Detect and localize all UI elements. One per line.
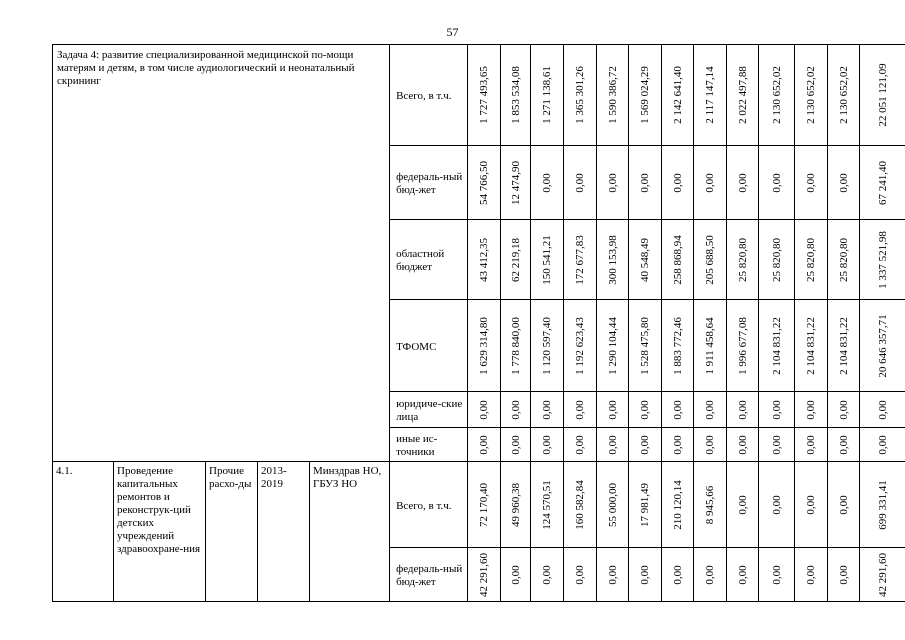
value-text: 1 528 475,80 bbox=[639, 316, 652, 375]
value-text: 1 365 301,26 bbox=[574, 66, 587, 124]
value-text: 258 868,94 bbox=[671, 234, 684, 285]
funding-source-label: юридиче-ские лица bbox=[390, 392, 468, 428]
value-cell bbox=[662, 462, 694, 548]
funding-source-label: федераль-ный бюд-жет bbox=[390, 548, 468, 602]
value-cell bbox=[860, 220, 905, 300]
value-text: 72 170,40 bbox=[478, 482, 491, 527]
value-cell bbox=[662, 428, 694, 462]
value-cell bbox=[468, 220, 501, 300]
value-cell bbox=[629, 146, 662, 220]
value-text: 62 219,18 bbox=[509, 237, 522, 282]
value-cell bbox=[468, 462, 501, 548]
value-text: 0,00 bbox=[837, 172, 850, 193]
value-text: 0,00 bbox=[770, 172, 783, 193]
funding-source-label: Всего, в т.ч. bbox=[390, 45, 468, 146]
value-text: 2 130 652,02 bbox=[837, 66, 850, 124]
value-cell bbox=[468, 45, 501, 146]
value-text: 1 629 314,80 bbox=[478, 316, 491, 375]
value-cell bbox=[597, 392, 629, 428]
value-text: 20 646 357,71 bbox=[876, 313, 889, 378]
value-cell bbox=[727, 146, 759, 220]
value-text: 0,00 bbox=[805, 564, 818, 585]
value-text: 1 569 024,29 bbox=[639, 66, 652, 124]
value-text: 0,00 bbox=[639, 172, 652, 193]
value-cell bbox=[531, 45, 564, 146]
value-text: 0,00 bbox=[606, 172, 619, 193]
value-text: 0,00 bbox=[639, 434, 652, 455]
value-cell bbox=[662, 146, 694, 220]
value-cell bbox=[759, 462, 795, 548]
value-text: 1 337 521,98 bbox=[876, 230, 889, 289]
value-cell bbox=[795, 428, 828, 462]
value-text: 0,00 bbox=[574, 564, 587, 585]
value-text: 25 820,80 bbox=[805, 237, 818, 282]
value-text: 0,00 bbox=[805, 399, 818, 420]
value-text: 1 996 677,08 bbox=[736, 316, 749, 375]
value-text: 150 541,21 bbox=[541, 234, 554, 285]
value-text: 1 911 458,64 bbox=[704, 316, 717, 375]
value-text: 0,00 bbox=[770, 564, 783, 585]
value-text: 0,00 bbox=[736, 172, 749, 193]
value-cell bbox=[828, 220, 860, 300]
task-row bbox=[53, 45, 905, 146]
value-text: 0,00 bbox=[704, 434, 717, 455]
value-cell bbox=[860, 548, 905, 602]
value-cell bbox=[727, 392, 759, 428]
value-text: 0,00 bbox=[509, 399, 522, 420]
value-text: 12 474,90 bbox=[509, 160, 522, 205]
funding-source-label: ТФОМС bbox=[390, 300, 468, 392]
value-cell bbox=[662, 45, 694, 146]
value-text: 1 853 534,08 bbox=[509, 66, 522, 124]
funding-source-label: областной бюджет bbox=[390, 220, 468, 300]
value-cell bbox=[694, 45, 727, 146]
item-period: 2013-2019 bbox=[258, 462, 310, 602]
value-cell bbox=[531, 462, 564, 548]
item-type: Прочие расхо-ды bbox=[206, 462, 258, 602]
value-text: 0,00 bbox=[837, 399, 850, 420]
item-executor: Минздрав НО, ГБУЗ НО bbox=[310, 462, 390, 602]
value-text: 1 271 138,61 bbox=[541, 66, 554, 124]
value-cell bbox=[727, 45, 759, 146]
value-text: 0,00 bbox=[671, 564, 684, 585]
value-cell bbox=[531, 300, 564, 392]
value-cell bbox=[468, 392, 501, 428]
value-cell bbox=[629, 428, 662, 462]
value-text: 0,00 bbox=[837, 494, 850, 515]
funding-source-label: иные ис-точники bbox=[390, 428, 468, 462]
value-text: 0,00 bbox=[639, 564, 652, 585]
value-text: 25 820,80 bbox=[736, 237, 749, 282]
value-cell bbox=[531, 146, 564, 220]
value-cell bbox=[694, 548, 727, 602]
value-text: 124 570,51 bbox=[541, 479, 554, 530]
value-text: 2 130 652,02 bbox=[805, 66, 818, 124]
value-text: 0,00 bbox=[837, 564, 850, 585]
value-cell bbox=[468, 548, 501, 602]
value-cell bbox=[564, 45, 597, 146]
value-cell bbox=[662, 300, 694, 392]
value-cell bbox=[759, 220, 795, 300]
value-cell bbox=[564, 462, 597, 548]
value-text: 1 290 104,44 bbox=[606, 316, 619, 375]
value-text: 160 582,84 bbox=[574, 479, 587, 530]
value-text: 210 120,14 bbox=[671, 479, 684, 530]
value-text: 0,00 bbox=[770, 399, 783, 420]
value-text: 2 022 497,88 bbox=[736, 66, 749, 124]
value-text: 0,00 bbox=[704, 564, 717, 585]
value-cell bbox=[860, 300, 905, 392]
value-cell bbox=[662, 392, 694, 428]
value-cell bbox=[759, 548, 795, 602]
value-text: 0,00 bbox=[671, 399, 684, 420]
value-cell bbox=[662, 220, 694, 300]
value-text: 1 778 840,00 bbox=[509, 316, 522, 375]
value-text: 0,00 bbox=[736, 564, 749, 585]
value-cell bbox=[759, 45, 795, 146]
item-name: Проведение капитальных ремонтов и реконструк-ций детских учреждений здравоохране-ния bbox=[114, 462, 206, 602]
value-cell bbox=[531, 548, 564, 602]
value-text: 1 727 493,65 bbox=[478, 66, 491, 124]
value-text: 2 104 831,22 bbox=[837, 316, 850, 375]
value-cell bbox=[531, 220, 564, 300]
value-cell bbox=[501, 428, 531, 462]
budget-table bbox=[52, 44, 905, 602]
value-cell bbox=[662, 548, 694, 602]
value-text: 0,00 bbox=[574, 434, 587, 455]
value-text: 0,00 bbox=[736, 434, 749, 455]
value-text: 0,00 bbox=[770, 494, 783, 515]
value-text: 0,00 bbox=[671, 172, 684, 193]
page-number: 57 bbox=[446, 25, 459, 39]
value-cell bbox=[468, 428, 501, 462]
task-title: Задача 4: развитие специализированной медицинской по-мощи матерям и детям, в том числе аудиологический и неонатальный скрининг bbox=[53, 45, 390, 462]
value-text: 42 291,60 bbox=[478, 552, 491, 597]
value-text: 0,00 bbox=[704, 172, 717, 193]
value-cell bbox=[795, 392, 828, 428]
value-text: 1 120 597,40 bbox=[541, 316, 554, 375]
value-cell bbox=[759, 300, 795, 392]
value-text: 0,00 bbox=[876, 434, 889, 455]
value-cell bbox=[694, 146, 727, 220]
value-text: 43 412,35 bbox=[478, 237, 491, 282]
value-cell bbox=[629, 300, 662, 392]
value-text: 0,00 bbox=[736, 399, 749, 420]
value-text: 0,00 bbox=[606, 434, 619, 455]
value-text: 0,00 bbox=[574, 172, 587, 193]
value-cell bbox=[531, 428, 564, 462]
value-text: 1 590 386,72 bbox=[606, 66, 619, 124]
value-text: 49 960,38 bbox=[509, 482, 522, 527]
value-cell bbox=[795, 220, 828, 300]
value-cell bbox=[795, 300, 828, 392]
item-row bbox=[53, 462, 905, 548]
value-cell bbox=[694, 428, 727, 462]
value-text: 205 688,50 bbox=[704, 234, 717, 285]
value-text: 0,00 bbox=[541, 434, 554, 455]
value-text: 17 981,49 bbox=[639, 482, 652, 527]
value-cell bbox=[501, 392, 531, 428]
value-cell bbox=[564, 146, 597, 220]
value-text: 0,00 bbox=[478, 399, 491, 420]
value-text: 1 883 772,46 bbox=[671, 316, 684, 375]
value-cell bbox=[828, 462, 860, 548]
value-text: 2 104 831,22 bbox=[770, 316, 783, 375]
value-cell bbox=[501, 300, 531, 392]
value-text: 2 130 652,02 bbox=[770, 66, 783, 124]
value-cell bbox=[828, 548, 860, 602]
value-cell bbox=[759, 146, 795, 220]
value-text: 54 766,50 bbox=[478, 160, 491, 205]
value-cell bbox=[795, 146, 828, 220]
value-cell bbox=[694, 300, 727, 392]
value-text: 0,00 bbox=[837, 434, 850, 455]
value-text: 0,00 bbox=[639, 399, 652, 420]
value-cell bbox=[597, 45, 629, 146]
value-cell bbox=[694, 392, 727, 428]
value-cell bbox=[597, 548, 629, 602]
value-cell bbox=[860, 45, 905, 146]
value-cell bbox=[597, 220, 629, 300]
value-cell bbox=[501, 462, 531, 548]
value-cell bbox=[795, 548, 828, 602]
value-cell bbox=[629, 45, 662, 146]
value-text: 25 820,80 bbox=[770, 237, 783, 282]
value-text: 0,00 bbox=[509, 434, 522, 455]
value-text: 42 291,60 bbox=[876, 552, 889, 597]
value-cell bbox=[828, 300, 860, 392]
value-cell bbox=[860, 392, 905, 428]
value-text: 0,00 bbox=[541, 564, 554, 585]
value-text: 2 104 831,22 bbox=[805, 316, 818, 375]
value-text: 0,00 bbox=[541, 399, 554, 420]
value-cell bbox=[629, 392, 662, 428]
value-cell bbox=[629, 548, 662, 602]
value-cell bbox=[468, 300, 501, 392]
value-cell bbox=[795, 462, 828, 548]
value-text: 300 153,98 bbox=[606, 234, 619, 285]
value-cell bbox=[860, 428, 905, 462]
value-cell bbox=[597, 300, 629, 392]
value-text: 55 000,00 bbox=[606, 482, 619, 527]
value-cell bbox=[759, 392, 795, 428]
item-number: 4.1. bbox=[53, 462, 114, 602]
funding-source-label: Всего, в т.ч. bbox=[390, 462, 468, 548]
value-cell bbox=[501, 220, 531, 300]
value-text: 0,00 bbox=[805, 172, 818, 193]
value-cell bbox=[828, 45, 860, 146]
value-cell bbox=[597, 462, 629, 548]
value-text: 0,00 bbox=[805, 434, 818, 455]
value-text: 22 051 121,09 bbox=[876, 63, 889, 127]
value-cell bbox=[759, 428, 795, 462]
value-text: 25 820,80 bbox=[837, 237, 850, 282]
value-text: 0,00 bbox=[574, 399, 587, 420]
value-cell bbox=[828, 392, 860, 428]
value-cell bbox=[795, 45, 828, 146]
value-cell bbox=[727, 428, 759, 462]
value-cell bbox=[860, 462, 905, 548]
value-cell bbox=[727, 462, 759, 548]
value-cell bbox=[501, 45, 531, 146]
value-text: 0,00 bbox=[876, 399, 889, 420]
value-cell bbox=[629, 462, 662, 548]
funding-source-label: федераль-ный бюд-жет bbox=[390, 146, 468, 220]
value-text: 0,00 bbox=[606, 564, 619, 585]
value-cell bbox=[629, 220, 662, 300]
value-cell bbox=[727, 300, 759, 392]
value-cell bbox=[564, 220, 597, 300]
value-text: 0,00 bbox=[736, 494, 749, 515]
value-cell bbox=[828, 428, 860, 462]
value-cell bbox=[564, 300, 597, 392]
value-text: 0,00 bbox=[770, 434, 783, 455]
value-cell bbox=[564, 392, 597, 428]
value-cell bbox=[501, 146, 531, 220]
value-text: 172 677,83 bbox=[574, 234, 587, 285]
value-cell bbox=[531, 392, 564, 428]
value-text: 8 945,66 bbox=[704, 485, 717, 524]
value-text: 0,00 bbox=[704, 399, 717, 420]
value-cell bbox=[828, 146, 860, 220]
value-cell bbox=[468, 146, 501, 220]
value-text: 2 142 641,40 bbox=[671, 66, 684, 124]
value-text: 699 331,41 bbox=[876, 479, 889, 530]
value-cell bbox=[860, 146, 905, 220]
value-text: 40 548,49 bbox=[639, 237, 652, 282]
value-cell bbox=[597, 146, 629, 220]
value-cell bbox=[564, 428, 597, 462]
value-text: 0,00 bbox=[606, 399, 619, 420]
value-text: 0,00 bbox=[671, 434, 684, 455]
value-cell bbox=[597, 428, 629, 462]
value-cell bbox=[727, 220, 759, 300]
value-text: 0,00 bbox=[541, 172, 554, 193]
value-text: 2 117 147,14 bbox=[704, 66, 717, 124]
value-text: 0,00 bbox=[509, 564, 522, 585]
value-cell bbox=[694, 220, 727, 300]
value-cell bbox=[564, 548, 597, 602]
value-cell bbox=[727, 548, 759, 602]
value-cell bbox=[694, 462, 727, 548]
value-text: 1 192 623,43 bbox=[574, 316, 587, 375]
value-text: 0,00 bbox=[805, 494, 818, 515]
value-text: 67 241,40 bbox=[876, 160, 889, 205]
value-cell bbox=[501, 548, 531, 602]
value-text: 0,00 bbox=[478, 434, 491, 455]
